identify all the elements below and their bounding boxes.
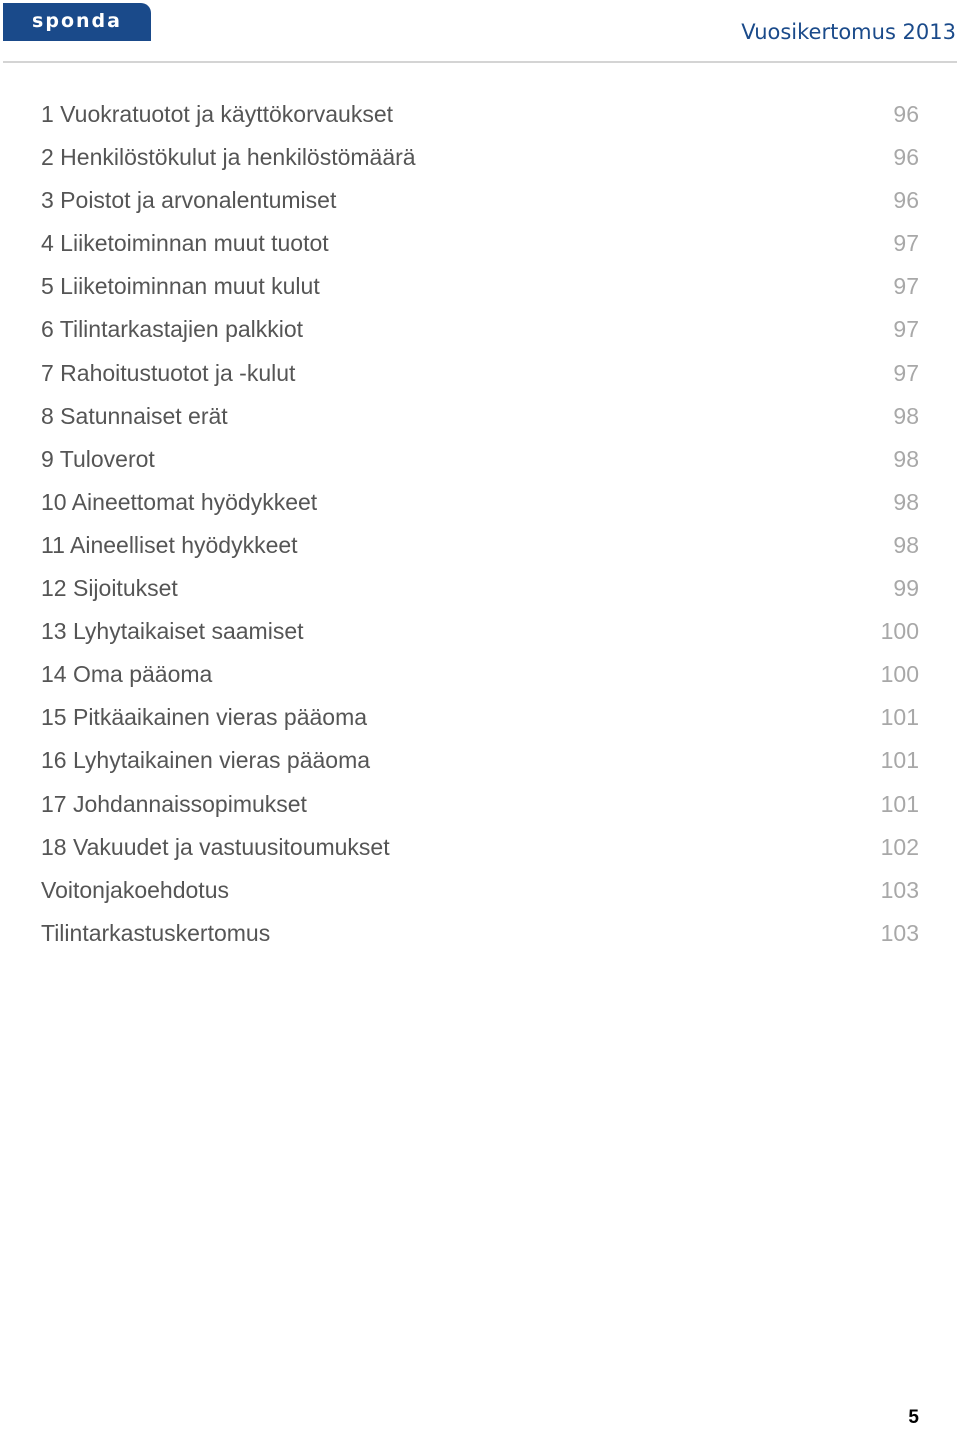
toc-entry-label: 14 Oma pääoma [41, 661, 213, 688]
toc-entry-page: 98 [893, 488, 919, 515]
toc-entry[interactable] [41, 484, 919, 527]
toc-entry[interactable] [41, 441, 919, 484]
toc-entry-label: 11 Aineelliset hyödykkeet [41, 531, 298, 558]
toc-entry-label: 13 Lyhytaikaiset saamiset [41, 618, 304, 645]
toc-entry[interactable] [41, 225, 919, 268]
toc-entry[interactable] [41, 829, 919, 872]
toc-entry-page: 97 [893, 359, 919, 386]
toc-entry[interactable] [41, 570, 919, 613]
toc-entry-page: 96 [893, 187, 919, 214]
document-title: Vuosikertomus 2013 [741, 20, 956, 44]
toc-entry-page: 97 [893, 316, 919, 343]
toc-entry-page: 97 [893, 273, 919, 300]
logo-text: sponda [32, 10, 122, 32]
toc-entry-label: Voitonjakoehdotus [41, 876, 229, 903]
toc-entry-page: 101 [880, 790, 919, 817]
toc-entry-page: 100 [880, 618, 919, 645]
toc-entry[interactable] [41, 699, 919, 742]
toc-entry-label: 10 Aineettomat hyödykkeet [41, 488, 318, 515]
toc-entry[interactable] [41, 398, 919, 441]
toc-entry-page: 100 [880, 661, 919, 688]
toc-entry-label: 6 Tilintarkastajien palkkiot [41, 316, 304, 343]
toc-entry-label: 15 Pitkäaikainen vieras pääoma [41, 704, 368, 731]
toc-entry-page: 96 [893, 101, 919, 127]
sponda-logo [3, 3, 151, 41]
toc-entry[interactable] [41, 311, 919, 354]
toc-entry-page: 96 [893, 144, 919, 171]
toc-entry-label: 5 Liiketoiminnan muut kulut [41, 273, 320, 300]
toc-entry-label: 9 Tuloverot [41, 445, 155, 472]
toc-entry-label: 3 Poistot ja arvonalentumiset [41, 187, 337, 214]
toc-entry-page: 98 [893, 445, 919, 472]
toc-entry[interactable] [41, 182, 919, 225]
toc-entry[interactable] [41, 96, 919, 139]
toc-entry-label: 1 Vuokratuotot ja käyttökorvaukset [41, 101, 394, 127]
toc-entry-label: 16 Lyhytaikainen vieras pääoma [41, 747, 371, 774]
toc-entry-page: 101 [880, 704, 919, 731]
toc-entry-label: 12 Sijoitukset [41, 575, 178, 602]
toc-entry[interactable] [41, 742, 919, 785]
toc-entry-page: 99 [893, 575, 919, 602]
toc-entry[interactable] [41, 355, 919, 398]
toc-entry[interactable] [41, 268, 919, 311]
toc-entry-label: 4 Liiketoiminnan muut tuotot [41, 230, 329, 257]
header-divider [3, 61, 957, 63]
toc-entry[interactable] [41, 139, 919, 182]
toc-entry-page: 97 [893, 230, 919, 257]
toc-entry[interactable] [41, 786, 919, 829]
toc-entry-page: 103 [880, 919, 919, 946]
toc-entry[interactable] [41, 915, 919, 958]
toc-entry-label: 17 Johdannaissopimukset [41, 790, 307, 817]
toc-entry-page: 98 [893, 531, 919, 558]
toc-entry[interactable] [41, 872, 919, 915]
toc-entry-label: 8 Satunnaiset erät [41, 402, 228, 429]
toc-entry-label: 18 Vakuudet ja vastuusitoumukset [41, 833, 390, 860]
toc-entry-page: 102 [880, 833, 919, 860]
toc-entry[interactable] [41, 656, 919, 699]
toc-entry-page: 103 [880, 876, 919, 903]
toc-entry-label: Tilintarkastuskertomus [41, 919, 271, 946]
toc-entry-label: 7 Rahoitustuotot ja -kulut [41, 359, 296, 386]
page-number: 5 [908, 1407, 919, 1428]
toc-entry[interactable] [41, 613, 919, 656]
toc-entry-page: 101 [880, 747, 919, 774]
table-of-contents [41, 96, 919, 958]
toc-entry-page: 98 [893, 402, 919, 429]
toc-entry[interactable] [41, 527, 919, 570]
toc-entry-label: 2 Henkilöstökulut ja henkilöstömäärä [41, 144, 416, 171]
